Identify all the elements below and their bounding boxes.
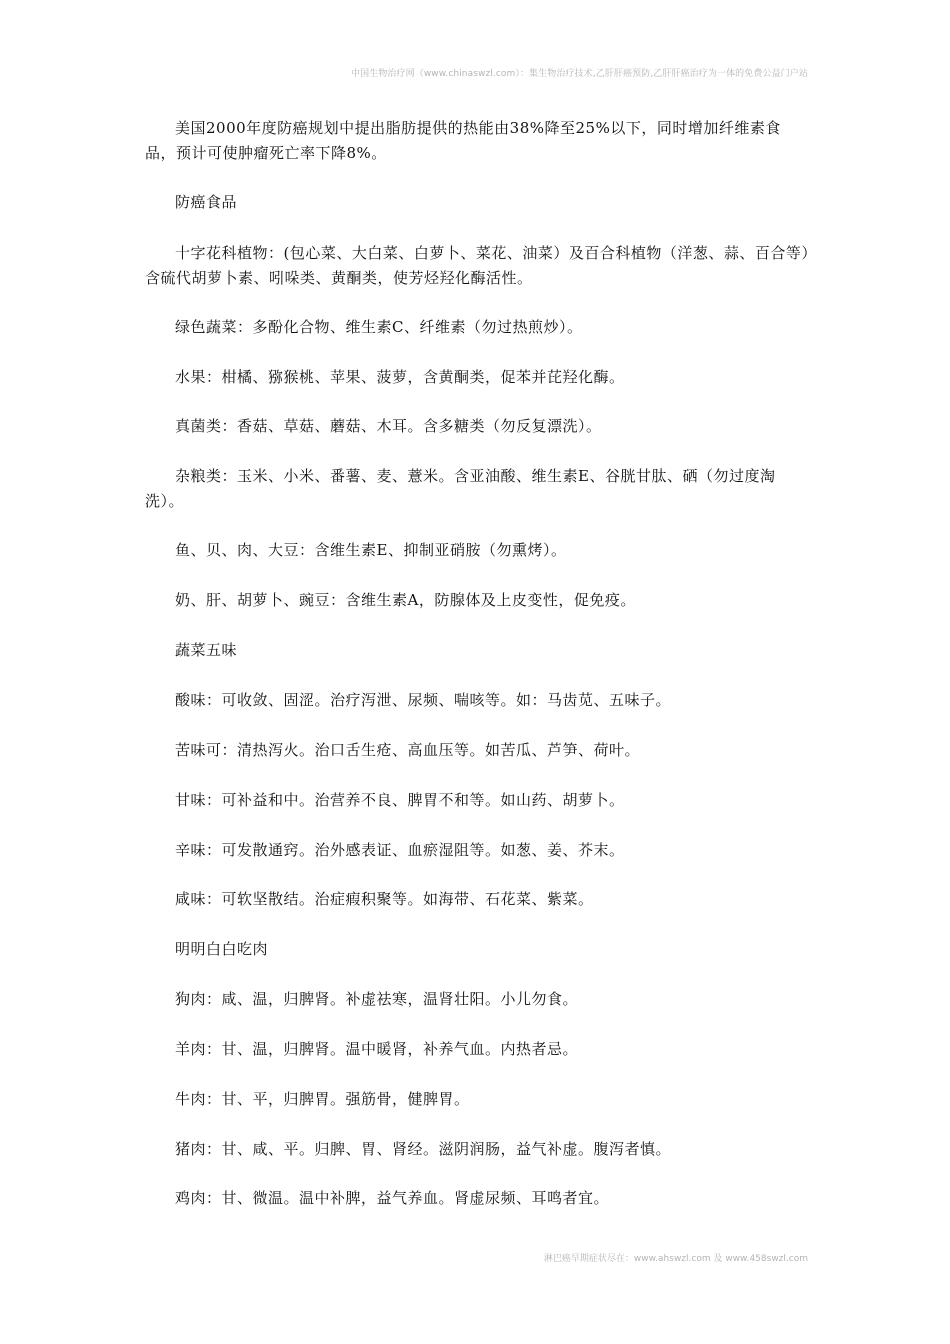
paragraph-pungent: 辛味：可发散通窍。治外感表证、血瘀湿阻等。如葱、姜、芥末。 bbox=[175, 841, 625, 859]
footer-note: 淋巴癌早期症状尽在：www.ahswzl.com 及 www.458swzl.com bbox=[543, 1254, 808, 1264]
paragraph-chicken: 鸡肉：甘、微温。温中补脾，益气养血。肾虚尿频、耳鸣者宜。 bbox=[175, 1189, 610, 1207]
paragraph-fish-meat-soy: 鱼、贝、肉、大豆：含维生素E、抑制亚硝胺（勿熏烤）。 bbox=[175, 541, 567, 559]
paragraph-dog-meat: 狗肉：咸、温，归脾肾。补虚祛寒，温肾壮阳。小儿勿食。 bbox=[175, 990, 579, 1008]
header-note: 中国生物治疗网（www.chinaswzl.com）：集生物治疗技术,乙肝肝癌预防,乙肝肝癌治疗为一体的免费公益门户站 bbox=[351, 69, 808, 79]
paragraph-sour: 酸味：可收敛、固涩。治疗泻泄、尿频、喘咳等。如：马齿苋、五味子。 bbox=[175, 691, 672, 709]
section-heading-anticancer-foods: 防癌食品 bbox=[175, 193, 238, 211]
paragraph-bitter: 苦味可：清热泻火。治口舌生疮、高血压等。如苦瓜、芦笋、荷叶。 bbox=[175, 741, 641, 759]
paragraph-beef: 牛肉：甘、平，归脾胃。强筋骨，健脾胃。 bbox=[175, 1090, 470, 1108]
paragraph-cruciferous: 十字花科植物：(包心菜、大白菜、白萝卜、菜花、油菜）及百合科植物（洋葱、蒜、百合等）含硫代胡萝卜素、吲哚类、黄酮类，使芳烃羟化酶活性。 bbox=[145, 244, 810, 287]
paragraph-sweet: 甘味：可补益和中。治营养不良、脾胃不和等。如山药、胡萝卜。 bbox=[175, 791, 625, 809]
paragraph-fungi: 真菌类：香菇、草菇、蘑菇、木耳。含多糖类（勿反复漂洗）。 bbox=[175, 417, 602, 435]
paragraph-milk-liver: 奶、肝、胡萝卜、豌豆：含维生素A，防腺体及上皮变性，促免疫。 bbox=[175, 591, 636, 609]
section-heading-meat: 明明白白吃肉 bbox=[175, 940, 269, 958]
paragraph-fruit: 水果：柑橘、猕猴桃、苹果、菠萝，含黄酮类，促苯并芘羟化酶。 bbox=[175, 368, 625, 386]
paragraph-grains: 杂粮类：玉米、小米、番薯、麦、薏米。含亚油酸、维生素E、谷胱甘肽、硒（勿过度淘洗）。 bbox=[145, 467, 776, 510]
section-heading-five-flavors: 蔬菜五味 bbox=[175, 641, 238, 659]
paragraph-salty: 咸味：可软坚散结。治症瘕积聚等。如海带、石花菜、紫菜。 bbox=[175, 890, 594, 908]
paragraph-mutton: 羊肉：甘、温，归脾肾。温中暖肾，补养气血。内热者忌。 bbox=[175, 1040, 579, 1058]
paragraph-intro: 美国2000年度防癌规划中提出脂肪提供的热能由38%降至25%以下，同时增加纤维素食品，预计可使肿瘤死亡率下降8%。 bbox=[145, 119, 781, 162]
paragraph-pork: 猪肉：甘、咸、平。归脾、胃、肾经。滋阴润肠，益气补虚。腹泻者慎。 bbox=[175, 1140, 672, 1158]
paragraph-green-vegetables: 绿色蔬菜：多酚化合物、维生素C、纤维素（勿过热煎炒）。 bbox=[175, 318, 583, 336]
